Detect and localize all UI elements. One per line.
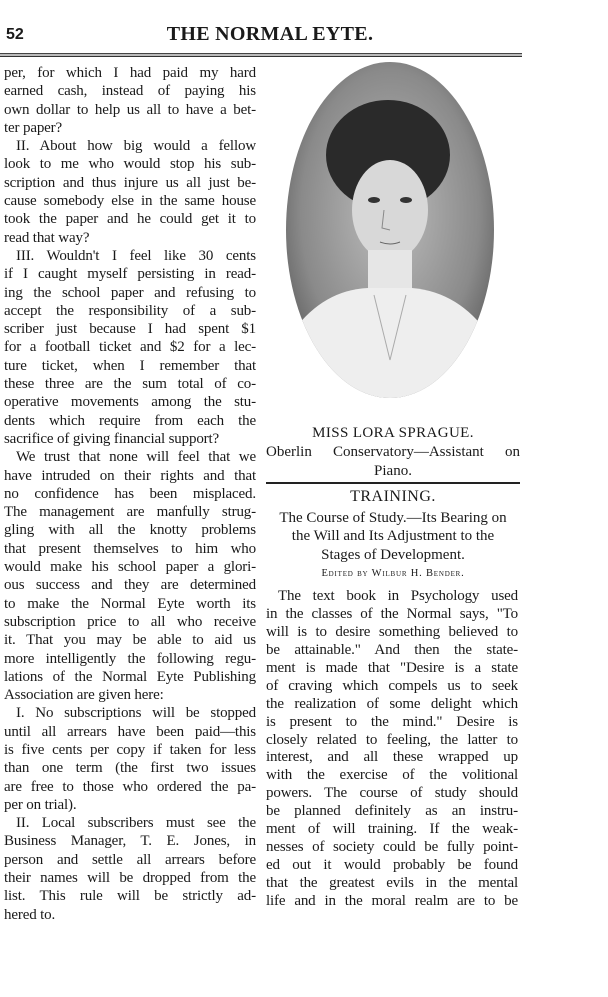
text-line: Association are given here: [4,687,164,704]
text-line: ous success and they are determined [4,577,256,594]
text-line: I. No subscriptions will be stopped [16,705,256,722]
text-line: The management are manfully strug- [4,504,256,521]
text-line: nesses of society could be fully point- [266,839,518,856]
text-line: subscription price to all who receive [4,613,256,630]
publication-title: THE NORMAL EYTE. [166,23,374,45]
article-subtitle-line: The Course of Study.—Its Bearing on [279,510,507,526]
page-number: 52 [6,26,24,43]
text-line: would make his school paper a glori- [4,559,256,576]
text-line: ment is made that "Desire is a state [266,659,518,676]
text-line: interest, and all these wrapped up [266,749,518,766]
text-line: ed out it would probably be found [266,857,518,874]
text-line: with the exercise of the volitional [266,767,518,784]
text-line: are free to those who ordered the pa- [4,778,256,795]
text-line: if I caught myself persisting in read- [4,266,256,283]
text-line: read that way? [4,229,90,246]
text-line: that present themselves to him who [4,540,256,557]
text-line: their names will be dropped from the [4,870,256,887]
article-subtitle-line: Stages of Development. [321,547,465,563]
text-line: took the paper and he could get it to [4,211,256,228]
text-line: ter paper? [4,119,63,136]
text-line: scriber just because I had spent $1 [4,321,256,338]
text-line: own dollar to help us all to have a bet- [4,101,256,118]
text-line: of craving which compels us to seek [266,677,518,694]
text-line: III. Wouldn't I feel like 30 cents [16,247,256,264]
text-line: cause somebody else in the same house [4,193,256,210]
text-line: than one term (the first two issues [4,760,256,777]
text-line: scription and thus injure us all just be- [4,174,256,191]
left-column-text [4,64,256,924]
article-editor: Edited by Wilbur H. Bender. [321,568,465,579]
text-line: have intruded on their rights and that [4,467,256,484]
text-line: be planned definitely as an instru- [266,803,518,820]
text-line: ment of will training. If the weak- [266,821,518,838]
header-rule [0,53,522,57]
text-line: in the classes of the Normal says, "To [266,605,518,622]
text-line: hered to. [4,906,56,923]
section-title: TRAINING. [350,488,436,505]
text-line: We trust that none will feel that we [16,449,256,466]
photo-caption-name: MISS LORA SPRAGUE. [312,425,474,441]
section-rule [266,482,520,484]
text-line: look to me who would stop his sub- [4,156,256,173]
text-line: operative movements among the stu- [4,394,256,411]
text-line: to make the Normal Eyte worth its [4,595,256,612]
text-line: these three are the sum total of co- [4,376,256,393]
text-line: dents which require from each the [4,412,256,429]
text-line: lations of the Normal Eyte Publishing [4,668,256,685]
text-line: II. Local subscribers must see the [16,815,256,832]
text-line: sacrifice of giving financial support? [4,430,220,447]
photo-caption-instrument: Piano. [374,463,412,479]
text-line: powers. The course of study should [266,785,518,802]
text-line: accept the responsibility of a sub- [4,302,256,319]
photo-caption-role: Oberlin Conservatory—Assistant on [266,444,520,460]
text-line: per, for which I had paid my hard [4,65,256,81]
text-line: per on trial). [4,796,77,813]
text-line: closely related to feeling, the latter to [266,731,518,748]
text-line: life and in the moral realm are to be [266,892,518,909]
article-subtitle-line: the Will and Its Adjustment to the [291,528,495,544]
article-body-text [266,588,518,911]
text-line: earned cash, instead of paying his [4,83,256,100]
text-line: the realization of some delight which [266,695,518,712]
text-line: Business Manager, T. E. Jones, in [4,833,256,850]
text-line: gling with all the knotty problems [4,522,256,539]
text-line: ing the school paper and refusing to [4,284,256,301]
text-line: it. That you may be able to aid us [4,632,256,649]
text-line: that the greatest evils in the mental [266,875,518,891]
text-line: until all arrears have been paid—this [4,723,256,740]
text-line: for a football ticket and $2 for a lec- [4,339,256,356]
portrait-photo [284,60,496,400]
text-line: will is to desire something believed to [266,623,518,640]
text-line: II. About how big would a fellow [16,138,256,155]
text-line: ture ticket, when I remember that [4,357,256,374]
text-line: be attainable." And then the state- [266,641,518,658]
text-line: no confidence has been misplaced. [4,485,256,502]
text-line: is five cents per copy if taken for less [4,741,256,758]
text-line: more intelligently the following regu- [4,650,256,667]
text-line: The text book in Psychology used [278,588,518,604]
text-line: person and settle all arrears before [4,851,256,868]
text-line: list. This rule will be strictly ad- [4,888,256,905]
text-line: is present to the mind." Desire is [266,713,518,730]
